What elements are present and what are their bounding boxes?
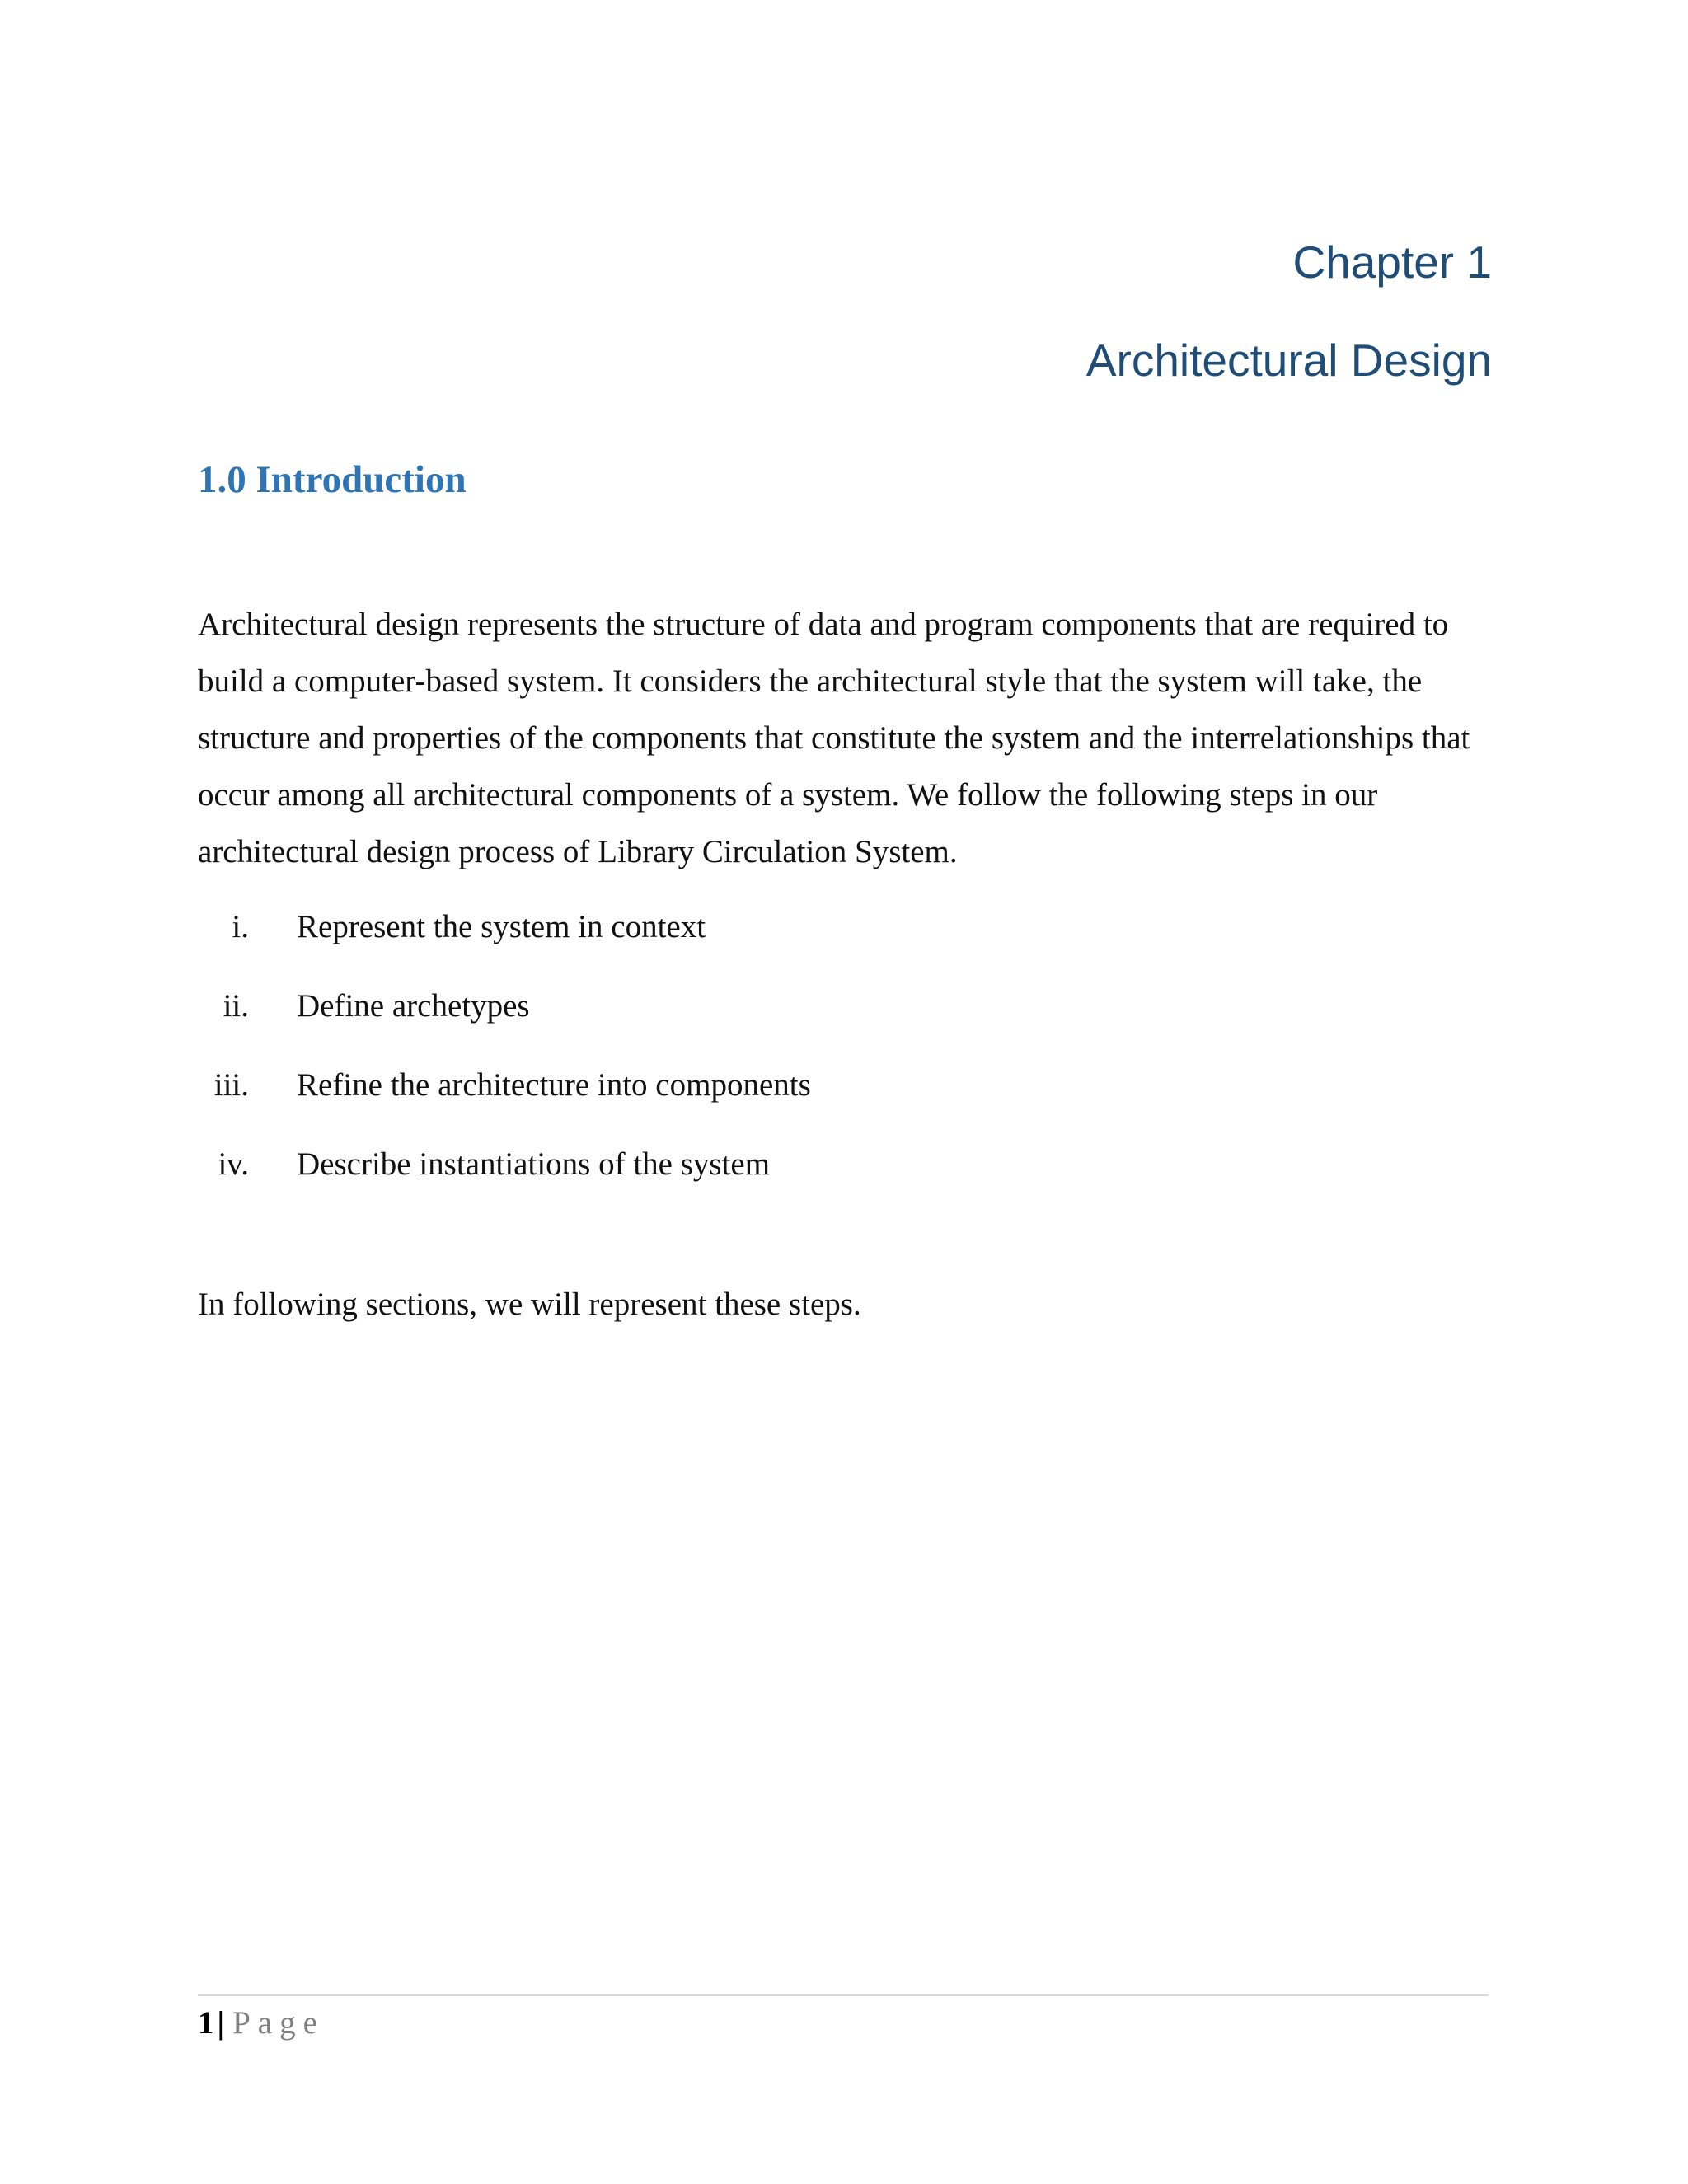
section-heading: 1.0 Introduction [198,458,467,501]
intro-paragraph: Architectural design represents the structure of data and program components that are required to build a computer-based system. It considers the architectural style that the system will take, the structure and properties of the components that constitute the system and the interrelationships that occur among all architectural components of a system. We follow the following steps in our architectural design process of Library Circulation System. [198,607,1470,869]
footer-text [198,2001,1489,2046]
list-item [198,1136,1492,1215]
list-item [198,977,1492,1057]
chapter-heading [1086,232,1492,390]
page-number: 1 [198,2005,214,2041]
list-item-text: Refine the architecture into components [297,1067,811,1103]
footer-divider [198,1994,1489,1996]
chapter-title: Architectural Design [1085,335,1492,386]
list-item [198,898,1492,977]
closing-paragraph: In following sections, we will represent these steps. [198,1286,861,1322]
footer-separator: | [217,2005,225,2041]
list-item-text: Define archetypes [297,988,530,1024]
list-marker: i. [232,909,249,944]
list-item-text: Represent the system in context [297,909,706,944]
main-content [198,596,1492,1333]
list-marker: iv. [218,1146,249,1182]
page-label: Page [232,2005,325,2041]
list-marker: iii. [213,1067,249,1103]
steps-list [198,898,1492,1215]
list-item [198,1057,1492,1136]
chapter-number: Chapter 1 [1292,237,1492,288]
page-footer [198,1994,1489,2046]
list-item-text: Describe instantiations of the system [297,1146,771,1182]
list-marker: ii. [223,988,249,1024]
